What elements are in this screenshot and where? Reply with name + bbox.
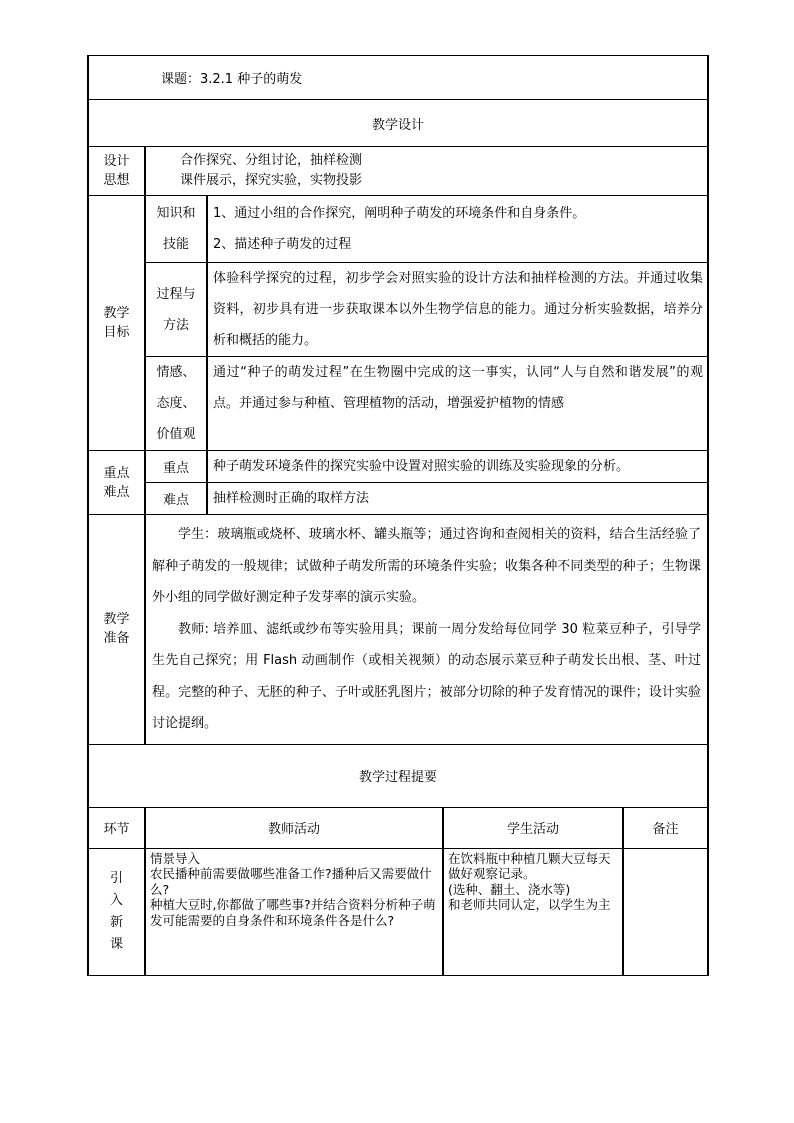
- goals-label-1: 教学: [103, 306, 130, 321]
- knowledge-label-1: 知识和: [156, 206, 196, 221]
- process-heading: 教学过程提要: [88, 744, 708, 807]
- student-activity-line: 和老师共同认定，以学生为主: [448, 897, 611, 912]
- key-label: 重点: [145, 451, 207, 483]
- emotion-content: 通过“种子的萌发过程”在生物圈中完成的这一事实，认同“人与自然和谐发展”的观点。并通过参与种植、管理植物的活动，增强爱护植物的情感: [207, 357, 708, 451]
- stage-char: 课: [109, 936, 123, 952]
- emotion-label-1: 情感、: [156, 365, 196, 380]
- design-idea-label: [88, 147, 145, 196]
- preparation-students: 学生：玻璃瓶或烧杯、玻璃水杯、罐头瓶等；通过咨询和查阅相关的资料，结合生活经验了解种子萌发的一般规律；试做种子萌发所需的环境条件实验；收集各种不同类型的种子；生物课外小组的同学做好测定种子发芽率的演示实验。: [152, 527, 702, 605]
- teacher-activity-line: 种植大豆时,你都做了哪些事?并结合资料分析种子萌发可能需要的自身条件和环境条件各是什么?: [150, 897, 436, 928]
- preparation-label-1: 教学: [103, 612, 130, 628]
- design-idea-line-1: 合作探究、分组讨论，抽样检测: [180, 153, 363, 168]
- key-points-label: [88, 451, 145, 515]
- design-idea-label-1: 设计: [103, 154, 130, 169]
- stage-char: 新: [109, 914, 123, 930]
- student-activity-line: (选种、翻土、浇水等): [448, 881, 571, 897]
- note-cell: [623, 848, 708, 975]
- teacher-activity-line: 农民播种前需要做哪些准备工作?播种后又需要做什么?: [150, 866, 432, 897]
- goals-label: [88, 196, 145, 451]
- goals-label-2: 目标: [103, 325, 130, 340]
- emotion-label-3: 价值观: [156, 427, 196, 442]
- process-method-label-2: 方法: [162, 317, 189, 333]
- design-idea-line-2: 课件展示，探究实验，实物投影: [180, 173, 363, 188]
- process-method-content: 体验科学探究的过程，初步学会对照实验的设计方法和抽样检测的方法。并通过收集资料，初步具有进一步获取课本以外生物学信息的能力。通过分析实验数据，培养分析和概括的能力。: [207, 263, 708, 357]
- preparation-content: [145, 515, 708, 745]
- key-points-label-1: 重点: [103, 465, 130, 481]
- knowledge-label: [145, 196, 207, 263]
- stage-char: 引: [109, 870, 123, 886]
- knowledge-line-2: 2、描述种子萌发的过程: [213, 237, 352, 252]
- lesson-plan-table: [87, 55, 709, 976]
- lesson-plan-document: [87, 55, 707, 976]
- knowledge-content: [207, 196, 708, 263]
- stage-cell: [88, 848, 145, 975]
- title-cell: [88, 56, 708, 100]
- difficult-content: 抽样检测时正确的取样方法: [207, 483, 708, 515]
- lesson-title: 课题：3.2.1 种子的萌发: [161, 72, 303, 87]
- emotion-label: [145, 357, 207, 451]
- column-header-note: 备注: [623, 807, 708, 848]
- stage-char: 入: [109, 892, 123, 908]
- table-row: [88, 848, 708, 975]
- preparation-teacher: 教师: 培养皿、滤纸或纱布等实验用具；课前一周分发给每位同学 30 粒菜豆种子，引导学生先自己探究；用 Flash 动画制作（或相关视频）的动态展示菜豆种子萌发长出根、茎、叶过程。完整的种子、无胚的种子、子叶或胚乳图片；被部分切除的种子发育情况的课件；设计实验讨论提纲。: [152, 621, 702, 731]
- key-content: 种子萌发环境条件的探究实验中设置对照实验的训练及实验现象的分析。: [207, 451, 708, 483]
- column-header-teacher: 教师活动: [145, 807, 443, 848]
- knowledge-label-2: 技能: [162, 237, 189, 252]
- key-points-label-2: 难点: [103, 484, 130, 500]
- column-header-stage: 环节: [88, 807, 145, 848]
- student-activity-cell: [443, 848, 623, 975]
- knowledge-line-1: 1、通过小组的合作探究，阐明种子萌发的环境条件和自身条件。: [213, 206, 586, 221]
- design-heading: 教学设计: [88, 100, 708, 147]
- difficult-label: 难点: [145, 483, 207, 515]
- column-header-student: 学生活动: [443, 807, 623, 848]
- design-idea-content: [145, 147, 708, 196]
- teacher-activity-cell: [145, 848, 443, 975]
- teacher-activity-line: 情景导入: [150, 850, 201, 866]
- design-idea-label-2: 思想: [103, 173, 130, 188]
- process-method-label: [145, 263, 207, 357]
- preparation-label-2: 准备: [103, 631, 130, 647]
- emotion-label-2: 态度、: [156, 396, 196, 411]
- student-activity-line: 在饮料瓶中种植几颗大豆每天做好观察记录。: [448, 850, 611, 881]
- process-method-label-1: 过程与: [156, 286, 196, 302]
- preparation-label: [88, 515, 145, 745]
